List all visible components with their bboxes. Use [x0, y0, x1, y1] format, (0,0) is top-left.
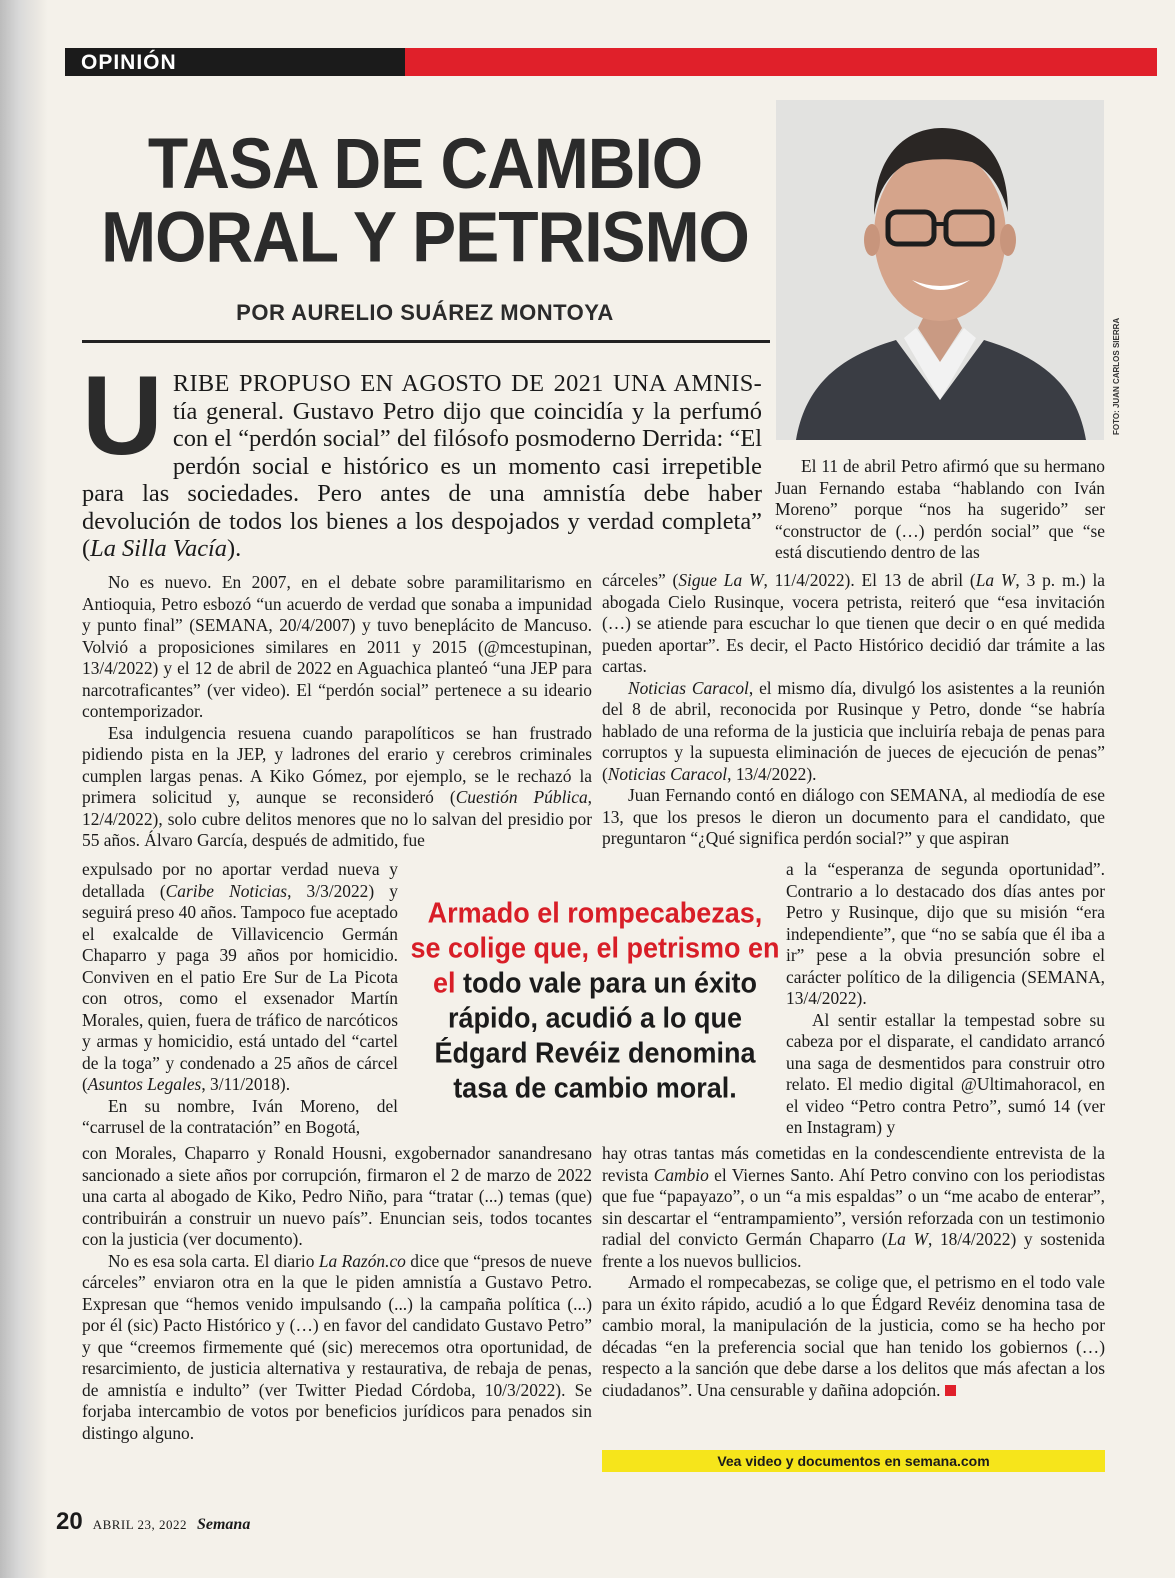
source-citation: Noticias Caracol	[628, 677, 749, 698]
body-right-top	[775, 456, 1105, 564]
body-left-top	[82, 572, 592, 852]
section-header-bar	[65, 48, 1157, 76]
text-run: cárceles” (	[602, 570, 679, 590]
author-photo	[776, 100, 1104, 440]
paragraph-2-cont	[82, 859, 398, 1096]
text-run: , 3 p. m.) la abogada Cielo Rusinque, vocera petrista, reiteró que “esa invitación (…) se atiende para escuchar lo que tienen que decir o en qué medida pueden aportar”. Es decir, el Pacto Histórico decidió dar trámite a las cartas.	[602, 570, 1106, 676]
article-title	[80, 123, 770, 277]
paragraph-1: No es nuevo. En 2007, en el debate sobre paramilitarismo en Antioquia, Petro esbozó “un acuerdo de verdad que sonaba a impunidad y punto final” (SEMANA, 20/4/2007) y tuvo beneplácito de Mancuso. Volvió a proposiciones similares en 2011 y 2015 (@mcestupinan, 13/4/2022) y el 12 de abril de 2022 en Aguachica planteó “una JEP para narcotraficantes” (ver video). El “perdón social” pertenece a su ideario contemporizador.	[82, 572, 592, 721]
title-rule	[82, 340, 770, 343]
text-run: , 12/4/2022), solo cubre delitos menores que no lo salvan del presidio por 55 años. Álvaro García, después de admitido, fue	[82, 787, 593, 850]
lede-caps: RIBE PROPUSO EN AGOSTO DE 2021 UNA AMNIS-	[172, 370, 762, 397]
text-run: , 18/4/2022) y sostenida frente a los nuevos bullicios.	[602, 1229, 1105, 1271]
paragraph-9	[602, 1272, 1105, 1401]
body-right-bottom	[602, 1143, 1105, 1401]
lede-source: La Silla Vacía	[90, 535, 227, 562]
source-citation: Sigue La W	[678, 570, 764, 590]
source-citation: La W	[887, 1229, 928, 1249]
body-left-bottom	[82, 1143, 592, 1444]
source-citation: La W	[975, 570, 1016, 590]
drop-cap: U	[82, 353, 163, 478]
body-right-mid	[602, 570, 1105, 850]
source-citation: Asuntos Legales	[87, 1074, 202, 1094]
text-run: , el mismo día, divulgó los asistentes a la reunión del 8 de abril, reconocida por Rusinque y Petro, donde “se habría hablado de una reforma de la justicia que incluiría rebaja de penas para corruptos y la supuesta eliminación de jueces de ejecución de penas” (	[602, 677, 1106, 784]
text-run: No es esa sola carta. El diario	[108, 1250, 319, 1271]
page-footer	[56, 1508, 250, 1536]
lede-text: tía general. Gustavo Petro dijo que coincidía y la perfumó con el “perdón social” del filósofo posmoderno Derrida: “El perdón social e histórico es un momento casi irrepetible para las sociedades. Pero antes de una amnistía debe haber devolución de todos los bienes a los despojados y verdad completa” (	[82, 397, 762, 562]
source-citation: Cuestión Pública	[455, 787, 588, 807]
text-run: Esa indulgencia resuena cuando parapolíticos se han frustrado pidiendo pista en la JEP, y ladrones del erario y cerebros criminales cumplen largas penas. A Kiko Gómez, por ejemplo, se le rechazó la primera solicitud y, aunque se reconsideró (	[82, 722, 592, 807]
text-run: , 11/4/2022). El 13 de abril (	[763, 570, 976, 590]
page-spine-shadow	[0, 0, 48, 1578]
body-right-narrow	[786, 859, 1105, 1139]
page-number: 20	[56, 1508, 83, 1535]
source-citation: La Razón.co	[318, 1250, 406, 1271]
end-mark-icon	[945, 1385, 956, 1396]
paragraph-4	[82, 1251, 592, 1445]
paragraph-7: Juan Fernando contó en diálogo con SEMANA, al mediodía de ese 13, que los presos le dieron un documento para el candidato, que preguntaron “¿Qué significa perdón social?” y que aspiran	[602, 785, 1105, 848]
section-accent-bar	[405, 48, 1157, 76]
text-run: el Viernes Santo. Ahí Petro convino con los periodistas que fue “papayazo”, o un “a mis espaldas” o un “me acabo de enterar”, sin descartar el “entrampamiento”, versión reforzada con un testimonio radial del convicto Germán Chaparro (	[602, 1164, 1105, 1249]
text-run: hay otras tantas más cometidas en la condescendiente entrevista de la revista	[602, 1143, 1105, 1185]
title-line-2: MORAL Y PETRISMO	[101, 196, 749, 277]
paragraph-3-cont: con Morales, Chaparro y Ronald Housni, exgobernador sanandresano sancionado a siete años por corrupción, firmaron el 2 de marzo de 2022 una carta al abogado de Kiko, Pedro Niño, para “tratar (...) temas (que) contribuirán a construir un nuevo país”. Enuncian seis, todos tocantes con la justicia (ver documento).	[82, 1143, 592, 1249]
source-citation: Cambio	[653, 1164, 709, 1185]
photo-credit: FOTO: JUAN CARLOS SIERRA	[1112, 317, 1121, 435]
magazine-name: Semana	[196, 1516, 251, 1533]
lede-close: ).	[227, 535, 242, 562]
pull-quote	[410, 896, 780, 1106]
source-citation: Caribe Noticias	[165, 880, 288, 901]
paragraph-3: En su nombre, Iván Moreno, del “carrusel de la contratación” en Bogotá,	[82, 1095, 398, 1137]
source-citation: Noticias Caracol	[607, 763, 728, 784]
paragraph-6	[602, 678, 1105, 786]
paragraph-7-cont: a la “esperanza de segunda oportunidad”. Contrario a lo destacado dos días antes por Petro y Rusinque, dijo que su misión “era independiente”, que “no se sabía que él iba a ir” pese a la obvia presunción sobre el carácter político de la diligencia (SEMANA, 13/4/2022).	[786, 859, 1105, 1008]
text-run: , 13/4/2022).	[727, 763, 817, 784]
text-run: expulsado por no aportar verdad nueva y detallada (	[82, 859, 398, 901]
issue-date: ABRIL 23, 2022	[92, 1517, 187, 1532]
paragraph-2	[82, 723, 592, 852]
text-run: , 3/11/2018).	[201, 1074, 291, 1094]
lede-paragraph	[82, 353, 762, 563]
text-run: , 3/3/2022) y seguirá preso 40 años. Tampoco fue aceptado el exalcalde de Villavicencio Germán Chaparro y paga 39 años por homicidio. Conviven en el patio Ere Sur de La Picota con otros, como el exsenador Martín Morales, quien, fuera de tráfico de narcóticos y armas y homicidio, está untado del “cartel de la toga” y condenado a 25 años de cárcel (	[82, 880, 398, 1094]
paragraph-8: Al sentir estallar la tempestad sobre su cabeza por el disparate, el candidato arrancó una saga de desmentidos para construir otro relato. El medio digital @Ultimahoracol, en el video “Petro contra Petro”, sumó 14 (ver en Instagram) y	[786, 1009, 1105, 1137]
paragraph-5: El 11 de abril Petro afirmó que su hermano Juan Fernando estaba “hablando con Iván Moreno” porque “nos ha sugerido” ser “constructor de (…) perdón social” que “se está discutiendo dentro de las	[775, 456, 1105, 562]
section-label: OPINIÓN	[65, 48, 405, 76]
cta-banner[interactable]: Vea video y documentos en semana.com	[602, 1450, 1105, 1472]
title-line-1: TASA DE CAMBIO	[147, 123, 703, 204]
byline: POR AURELIO SUÁREZ MONTOYA	[236, 300, 614, 325]
body-left-narrow	[82, 859, 398, 1139]
pull-quote-black: todo vale para un éxito rápido, acudió a lo que Édgard Revéiz denomina tasa de cambio moral.	[434, 967, 758, 1104]
text-run: dice que “presos de nueve cárceles” enviaron otra en la que le piden amnistía a Gustavo Petro. Expresan que “hemos venido impulsando (...) la campaña política (...) por él (sic) Pacto Histórico y (…) en favor del candidato Gustavo Petro” y que “creemos firmemente qué (sic) merecemos otra oportunidad, de resarcimiento, de justicia alternativa y restaurativa, de rebaja de penas, de amnistía e indulto” (ver Twitter Piedad Córdoba, 10/3/2022). Se forjaba intercambio de votos por beneficios jurídicos para penados sin distingo alguno.	[82, 1250, 592, 1443]
text-run: Armado el rompecabezas, se colige que, el petrismo en el todo vale para un éxito rápido, acudió a lo que Édgard Revéiz denomina tasa de cambio moral, la manipulación de la justicia, como se ha hecho por décadas “en la preferencia social que han tenido los gobiernos (…) respecto a la sanción que debe darse a los delitos que más afectan a los ciudadanos”. Una censurable y dañina adopción.	[602, 1272, 1105, 1400]
author-portrait-illustration	[776, 100, 1104, 440]
paragraph-5-cont	[602, 570, 1105, 678]
pull-quote-red: Armado el rompecabezas, se colige que, el petrismo en el	[410, 897, 780, 999]
paragraph-8-cont	[602, 1143, 1105, 1272]
